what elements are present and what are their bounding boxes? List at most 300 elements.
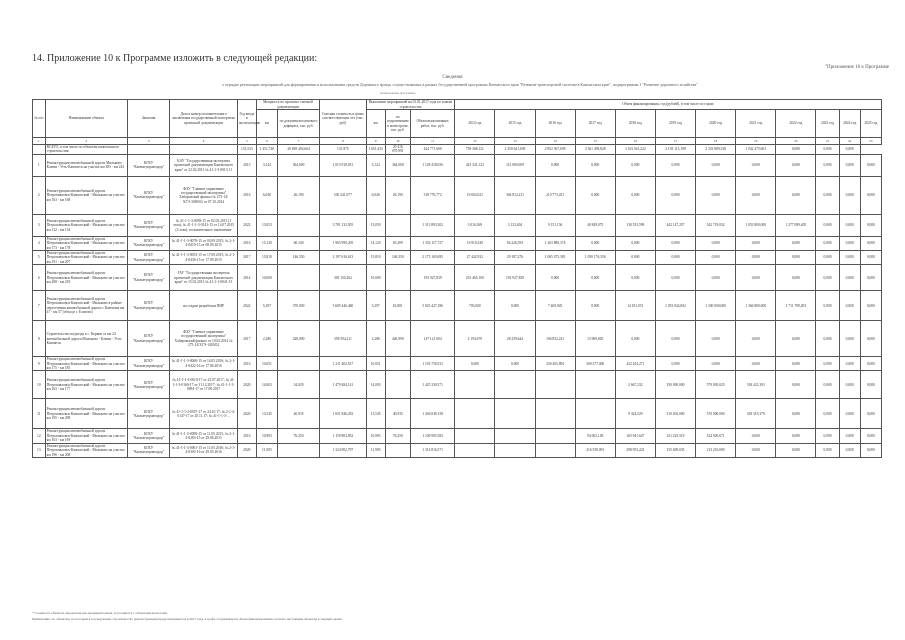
total-label: ВСЕГО, в том числе по объектам капитального строительства: [45,145,127,155]
row-year-value: 9 324,529 [615,399,655,429]
row-year-value: 0,000 [839,399,860,429]
column-number-cell: 5 [237,138,256,145]
row-year-value: 0,000 [839,443,860,457]
row-year-value: 0,000 [860,357,881,371]
row-year-value: 0,000 [575,291,615,321]
row-year-value: 0,000 [860,176,881,214]
row-year-value: 0,000 [839,154,860,176]
row-estimated-cost: 530 241,077 [320,176,366,214]
row-expertise: ФАУ "Главное управление государственной экспертизы" Хабаровский филиал от 10.02.2014 № 275-14/ХГЭ-1403/02 [170,321,238,357]
row-year-value: 14 181,051 [615,291,655,321]
row-done-rub: 193 927,839 [410,265,454,291]
row-year-value: 1 053 800,000 [736,214,776,236]
appendix-note: "Приложение 10 к Программе [825,65,889,70]
total-value-cell: 131,533 [237,145,256,155]
row-estimated-cost: 1 211 402,537 [320,357,366,371]
row-done-rub: 1 436 049,158 [410,399,454,429]
row-done-rub: 1 128 418,056 [410,154,454,176]
header-done-rub: Объем выполненных работ, тыс. руб. [410,110,454,138]
row-done-ptc: 76,250 [385,429,410,443]
table-row [33,176,882,214]
header-year-2018: 2018 год [615,110,655,138]
total-value-cell: 131,975 [320,145,366,155]
row-capacity-km: 10,000 [256,265,277,291]
row-customer: КГКУ "Камчатуправтодор" [128,265,170,291]
row-estimated-cost: 358 594,211 [320,321,366,357]
column-number-cell: 8 [320,138,366,145]
row-year-value: 0,000 [776,371,816,399]
row-customer: КГКУ "Камчатуправтодор" [128,236,170,250]
row-year-value: 703,000 [455,291,495,321]
financing-table [32,99,882,458]
row-expertise: ФАУ "Главное управление государственной экспертизы" Хабаровский филиал № 275-14/ХГЭ-3069/02 от 07.10.2014 [170,176,238,214]
column-number-cell: 20 [776,138,816,145]
row-year-value [575,371,615,399]
header-done-km: км [366,110,385,138]
header-capacity-km: км [256,110,277,138]
column-number-cell: 19 [736,138,776,145]
row-year: 2020 [237,399,256,429]
total-value-cell: 0,000 [776,145,816,155]
total-value-cell: 3 163 041,222 [615,145,655,155]
row-year: 2014 [237,265,256,291]
row-year-value: 0,000 [816,429,839,443]
row-customer: КГКУ "Камчатуправтодор" [128,251,170,265]
row-year-value: 335 609,035 [655,443,695,457]
row-year-value: 442 147,257 [655,214,695,236]
row-year-value: 0,000 [776,176,816,214]
row-year-value: 84 226,593 [495,236,535,250]
row-done-rub: 318 776,772 [410,176,454,214]
table-body [33,138,882,458]
row-done-ptc: 364,000 [385,154,410,176]
row-done-ptc [385,443,410,457]
row-year-value: 0,000 [655,154,695,176]
row-estimated-cost: 5 605 446,460 [320,291,366,321]
row-customer: КГКУ "Камчатуправтодор" [128,371,170,399]
row-done-rub: 1 100 905,583 [410,429,454,443]
total-value-cell: 0,000 [839,145,860,155]
row-capacity-km: 15,810 [256,251,277,265]
row-year-value: 0,000 [696,154,736,176]
column-number-cell: 1 [33,138,46,145]
row-year-value: 0,000 [535,154,575,176]
row-year-value: 1 711 789,203 [776,291,816,321]
row-num: 11 [33,399,46,429]
row-done-km: 13,050 [366,214,385,236]
row-year-value: 0,000 [736,265,776,291]
row-year-value: 0,000 [816,371,839,399]
row-year-value: 0,000 [736,357,776,371]
page-heading: 14. Приложение 10 к Программе изложить в следующей редакции: [32,53,318,64]
row-customer: КГКУ "Камчатуправтодор" [128,321,170,357]
row-done-km: 10,983 [366,429,385,443]
row-year-value: 0,000 [839,176,860,214]
row-year-value: 210 773,451 [535,176,575,214]
row-customer: КГКУ "Камчатуправтодор" [128,357,170,371]
row-estimated-cost: 2 013 918,051 [320,154,366,176]
row-capacity-km: 10,983 [256,429,277,443]
row-year-value: 0,000 [816,357,839,371]
header-object: Наименование объекта [45,100,127,138]
row-year-value: 0,000 [495,357,535,371]
row-year-value: 0,000 [816,251,839,265]
row-year-value: 0,000 [839,429,860,443]
row-year-value: 213 216,000 [696,443,736,457]
row-capacity-km: 15,120 [256,236,277,250]
row-year-value: 0,000 [615,321,655,357]
row-estimated-cost: 3 781 132,955 [320,214,366,236]
row-year-value: 0,000 [816,321,839,357]
row-capacity-km: 13,053 [256,214,277,236]
row-year-value: 0,000 [839,214,860,236]
row-year-value: 0,000 [860,291,881,321]
row-year-value: 0,000 [839,357,860,371]
total-num [33,145,46,155]
row-num: 4 [33,236,46,250]
column-number-cell: 21 [816,138,839,145]
row-customer: КГКУ "Камчатуправтодор" [128,214,170,236]
row-done-ptc: 63,801 [385,291,410,321]
row-expertise: № 41-1-1-3-0039-15 от 02.03.2015 (1 этап); № 41-1-1-3-0141-15 от 14.07.2015 (2 этап); положительное заключение [170,214,238,236]
row-estimated-cost: 1 965 990,205 [320,236,366,250]
row-capacity-cost: 364,000 [277,154,319,176]
row-estimated-cost: 1 479 484,141 [320,371,366,399]
row-year-value: 0,000 [839,251,860,265]
row-done-ptc: 146,350 [385,251,410,265]
row-year-value: 579 003,025 [696,371,736,399]
column-number-cell: 23 [860,138,881,145]
row-year-value: 298 953,223 [615,443,655,457]
row-object: Строительство подъезда к с. Коряки от км 24 автомобильной дороги Мильково - Ключи - Усть-Камчатск [45,321,127,357]
row-object: Реконструкция автомобильной дороги Петропавловск-Камчатский - Мильково в районе пересечения автомобильной дороги с Камчатка км 47 - км 57 (обход в г. Елизово) [45,291,127,321]
column-number-cell: 12 [455,138,495,145]
row-year-value: 0,000 [696,265,736,291]
row-estimated-cost: 305 150,262 [320,265,366,291]
row-year-value: 300 377,000 [575,357,615,371]
header-financing-group: Объем финансирования, год (рублей), в том числе по годам: [455,100,882,110]
row-capacity-km: 5,297 [256,291,277,321]
row-year-value [535,443,575,457]
row-year-value: 16 910,349 [455,236,495,250]
row-year-value: 216 558,091 [575,443,615,457]
row-capacity-km: 6,040 [256,176,277,214]
header-capacity-cost: по документам ценового дефицита, тыс. руб. [277,110,319,138]
row-year-value: 0,000 [816,399,839,429]
row-year-value: 0,000 [696,357,736,371]
row-customer: КГКУ "Камчатуправтодор" [128,429,170,443]
column-number-cell: 16 [615,138,655,145]
row-year-value [495,399,535,429]
row-done-ptc: 63,309 [385,236,410,250]
row-capacity-cost: 428,000 [277,321,319,357]
row-year-value: 0,000 [776,321,816,357]
column-number-cell: 2 [45,138,127,145]
row-num: 8 [33,321,46,357]
row-capacity-cost: 370,000 [277,291,319,321]
row-year: 2017 [237,321,256,357]
row-capacity-cost [277,265,319,291]
row-year-value [535,399,575,429]
row-year-value: 0,000 [655,251,695,265]
row-done-km: 10,000 [366,265,385,291]
row-capacity-km: 10,051 [256,357,277,371]
total-value-cell: 20 416 070,991 [385,145,410,155]
row-done-rub: 147 121,004 [410,321,454,357]
row-year-value: 0,000 [839,236,860,250]
header-capacity-group: Мощность по проектно-сметной документации [256,100,319,110]
total-value-cell: 758 368,121 [455,145,495,155]
table-row [33,321,882,357]
row-year-value: 3 016,369 [455,214,495,236]
row-num: 7 [33,291,46,321]
row-year-value: 0,000 [776,443,816,457]
row-year-value: 0,000 [736,236,776,250]
table-row [33,236,882,250]
row-year-value [495,443,535,457]
total-value-cell [170,145,238,155]
header-done-group: Выполнено мероприятий на 01.01.2017 года по этапам строительства [366,100,455,110]
row-year-value: 230 405,894 [535,357,575,371]
row-done-km: 13,545 [366,399,385,429]
row-year: 2022 [237,291,256,321]
row-year-value [455,443,495,457]
row-done-ptc [385,265,410,291]
row-year-value: 0,000 [615,236,655,250]
row-year-value: 192 927,839 [495,265,535,291]
header-year-2022: 2022 год [776,110,816,138]
row-year-value: 0,000 [655,236,695,250]
row-object: Реконструкция автомобильной дороги Петропавловск-Камчатский - Мильково на участке км 122 - км 134 [45,214,127,236]
row-done-ptc: 426,990 [385,321,410,357]
header-year-2021: 2021 год [736,110,776,138]
row-year-value: 0,000 [816,176,839,214]
row-expertise: № 41-1-1-3-0061-15 от 11.05.2016; № 2-1-4-0303-16 от 29.05.2016 [170,443,238,457]
row-year-value: 28 239,644 [495,321,535,357]
row-done-km: 10,051 [366,357,385,371]
row-capacity-cost [277,443,319,457]
row-num: 2 [33,176,46,214]
row-year: 2013 [237,154,256,176]
row-year-value: 321 225,519 [655,429,695,443]
header-year-2016: 2016 год [535,110,575,138]
row-year-value: 94 063,149 [575,429,615,443]
row-year-value: 0,000 [575,265,615,291]
column-number-row [33,138,882,145]
row-estimated-cost: 1 651 846,292 [320,399,366,429]
row-estimated-cost: 1 159 803,852 [320,429,366,443]
row-done-rub: 1 313 893,302 [410,214,454,236]
row-year-value: 0,000 [455,357,495,371]
row-done-rub: 1 314 816,571 [410,443,454,457]
row-year-value: 432 454,271 [615,357,655,371]
row-year-value: 0,000 [839,291,860,321]
row-customer: КГКУ "Камчатуправтодор" [128,176,170,214]
row-year-value [495,429,535,443]
row-year-value: 0,000 [776,265,816,291]
row-year-value: 0,000 [776,429,816,443]
header-year-2014: 2014 год [455,110,495,138]
row-year-value: 233 465,100 [455,265,495,291]
row-done-ptc: 40,935 [385,399,410,429]
row-done-km: 15,810 [366,251,385,265]
row-year-value: 106 852,241 [535,321,575,357]
row-year-value: 0,000 [839,265,860,291]
row-done-km: 2,286 [366,321,385,357]
row-year-value: 0,000 [860,399,881,429]
row-year-value: 0,000 [575,154,615,176]
row-object: Реконструкция автомобильной дороги Петропавловск-Камчатский - Мильково на участке км 175 - км 185 [45,357,127,371]
row-object: Реконструкция автомобильной дороги Петропавловск-Камчатский - Мильково на участке км 191 - км 207 [45,251,127,265]
row-num: 10 [33,371,46,399]
row-estimated-cost: 1 324 902,797 [320,443,366,457]
row-year: 2020 [237,371,256,399]
column-number-cell: 13 [495,138,535,145]
row-capacity-cost: 76,250 [277,429,319,443]
row-year-value: 350 000,000 [655,371,695,399]
header-year-2023: 2023 год [816,110,839,138]
total-value-cell: 3 361 458,828 [575,145,615,155]
row-estimated-cost: 2 197 616,613 [320,251,366,265]
header-done-ptc: по подключению к магистрали, тыс. руб. [385,110,410,138]
header-year-2020: 2020 год [696,110,736,138]
column-number-cell: 3 [128,138,170,145]
header-year: Год ввода в эксплуатацию [237,100,256,138]
row-done-km: 14,120 [366,236,385,250]
row-year-value: 130 553,599 [615,214,655,236]
row-year-value: 1 263 880,374 [535,236,575,250]
total-value-cell: 2 103 113,198 [655,145,695,155]
row-capacity-km: 13,545 [256,399,277,429]
column-number-cell: 7 [277,138,319,145]
header-year-2025: 2025 год [860,110,881,138]
row-year-value: 0,000 [535,265,575,291]
row-year-value: 1 050 176,356 [575,251,615,265]
row-num: 9 [33,357,46,371]
row-object: Реконструкция автомобильной дороги Петропавловск-Камчатский - Мильково на участке км 163 - км 168 [45,176,127,214]
row-done-ptc [385,214,410,236]
row-year-value: 0,000 [860,265,881,291]
row-year-value: 0,000 [860,236,881,250]
row-year-value: 0,000 [816,214,839,236]
row-expertise: № 41-1-1-3-0058-15 от 11.05.2015; № 2-1-4-0283-15 от 29.06.2015 [170,429,238,443]
column-number-cell: 10 [385,138,410,145]
row-year-value [455,429,495,443]
row-year-value: 0,000 [655,321,695,357]
row-expertise: ГАУ "Государственная экспертиза проектной документации Камчатского края" от 15.02.2013 № 41-1-1-0041-13 [170,265,238,291]
row-object: Реконструкция автомобильной дороги Мильково - Ключи - Усть-Камчатск на участке км 383 - км 243 [45,154,127,176]
total-value-cell: 1 651,433 [366,145,385,155]
row-year-value: 1 330 000,000 [696,291,736,321]
row-num: 12 [33,429,46,443]
row-year-value [455,399,495,429]
row-year-value: 0,000 [495,291,535,321]
row-num: 1 [33,154,46,176]
table-row [33,399,882,429]
row-year-value: 0,000 [696,321,736,357]
row-num: 5 [33,251,46,265]
row-year-value: 165 941,647 [615,429,655,443]
row-year: 2016 [237,357,256,371]
table-row [33,291,882,321]
row-year-value: 0,000 [816,443,839,457]
total-value-cell: 20 849 402,664 [277,145,319,155]
row-year-value: 0,000 [860,443,881,457]
row-year-value: 0,000 [696,236,736,250]
row-year-value [575,399,615,429]
row-year-value: 0,000 [860,251,881,265]
header-num: № п/п [33,100,46,138]
row-capacity-cost: 34,029 [277,371,319,399]
row-year-value: 112 069,009 [495,154,535,176]
row-year: 2022 [237,214,256,236]
total-value-cell [128,145,170,155]
column-number-cell: 22 [839,138,860,145]
row-object: Реконструкция автомобильной дороги Петропавловск-Камчатский - Мильково на участке км 196 - км 208 [45,443,127,457]
row-year-value: 570 000,000 [696,399,736,429]
total-value-cell: 0,000 [816,145,839,155]
row-year-value: 542 719,032 [696,214,736,236]
row-done-km: 6,040 [366,176,385,214]
row-year-value: 0,000 [816,236,839,250]
row-capacity-km: 14,003 [256,371,277,399]
row-customer: КГКУ "Камчатуправтодор" [128,291,170,321]
column-number-cell: 11 [410,138,454,145]
row-year-value: 0,000 [736,154,776,176]
row-year-value: 13 969,005 [575,321,615,357]
row-year-value: 304 812,211 [495,176,535,214]
table-row [33,154,882,176]
row-done-rub: 1 425 339,371 [410,371,454,399]
total-value-cell: 424 771,600 [410,145,454,155]
column-number-cell: 4 [170,138,238,145]
column-number-cell: 9 [366,138,385,145]
row-expertise: на стадии разработки ПИР [170,291,238,321]
row-year-value: 0,000 [776,399,816,429]
row-year-value: 328 319,379 [736,399,776,429]
total-value-cell: 2 333 889,338 [696,145,736,155]
row-done-ptc [385,357,410,371]
row-year: 2016 [237,176,256,214]
row-year-value [535,371,575,399]
row-year-value: 0,000 [696,176,736,214]
row-year-value: 0,000 [575,176,615,214]
row-customer: КГКУ "Камчатуправтодор" [128,154,170,176]
row-done-km: 3,124 [366,154,385,176]
row-object: Реконструкция автомобильной дороги Петропавловск-Камчатский - Мильково на участке км 173 - км 178 [45,236,127,250]
row-capacity-cost [277,357,319,371]
row-year-value: 0,000 [816,265,839,291]
row-year-value: 0,000 [736,251,776,265]
row-year-value: 0,000 [816,154,839,176]
row-year-value: 0,000 [575,236,615,250]
table-total-row [33,145,882,155]
row-year-value: 40 849,075 [575,214,615,236]
row-expertise: № 41-1-1-3-0053-15 от 17.09.2015; № 2-1-4-0436-15 от 17.09.2015 [170,251,238,265]
row-year-value: 0,000 [655,357,695,371]
row-year-value: 0,000 [860,154,881,176]
row-year-value: 1 277 089,405 [776,214,816,236]
row-year-value [535,429,575,443]
row-year-value: 0,000 [816,291,839,321]
column-number-cell: 17 [655,138,695,145]
row-expertise: № 41-1-1-3-0078-15 от 03.09.2015; № 2-1-4-0419-15 от 08.09.2015 [170,236,238,250]
row-year-value: 0,000 [655,265,695,291]
column-number-cell: 18 [696,138,736,145]
row-year: 2017 [237,251,256,265]
row-num: 6 [33,265,46,291]
row-year-value: 0,000 [776,251,816,265]
